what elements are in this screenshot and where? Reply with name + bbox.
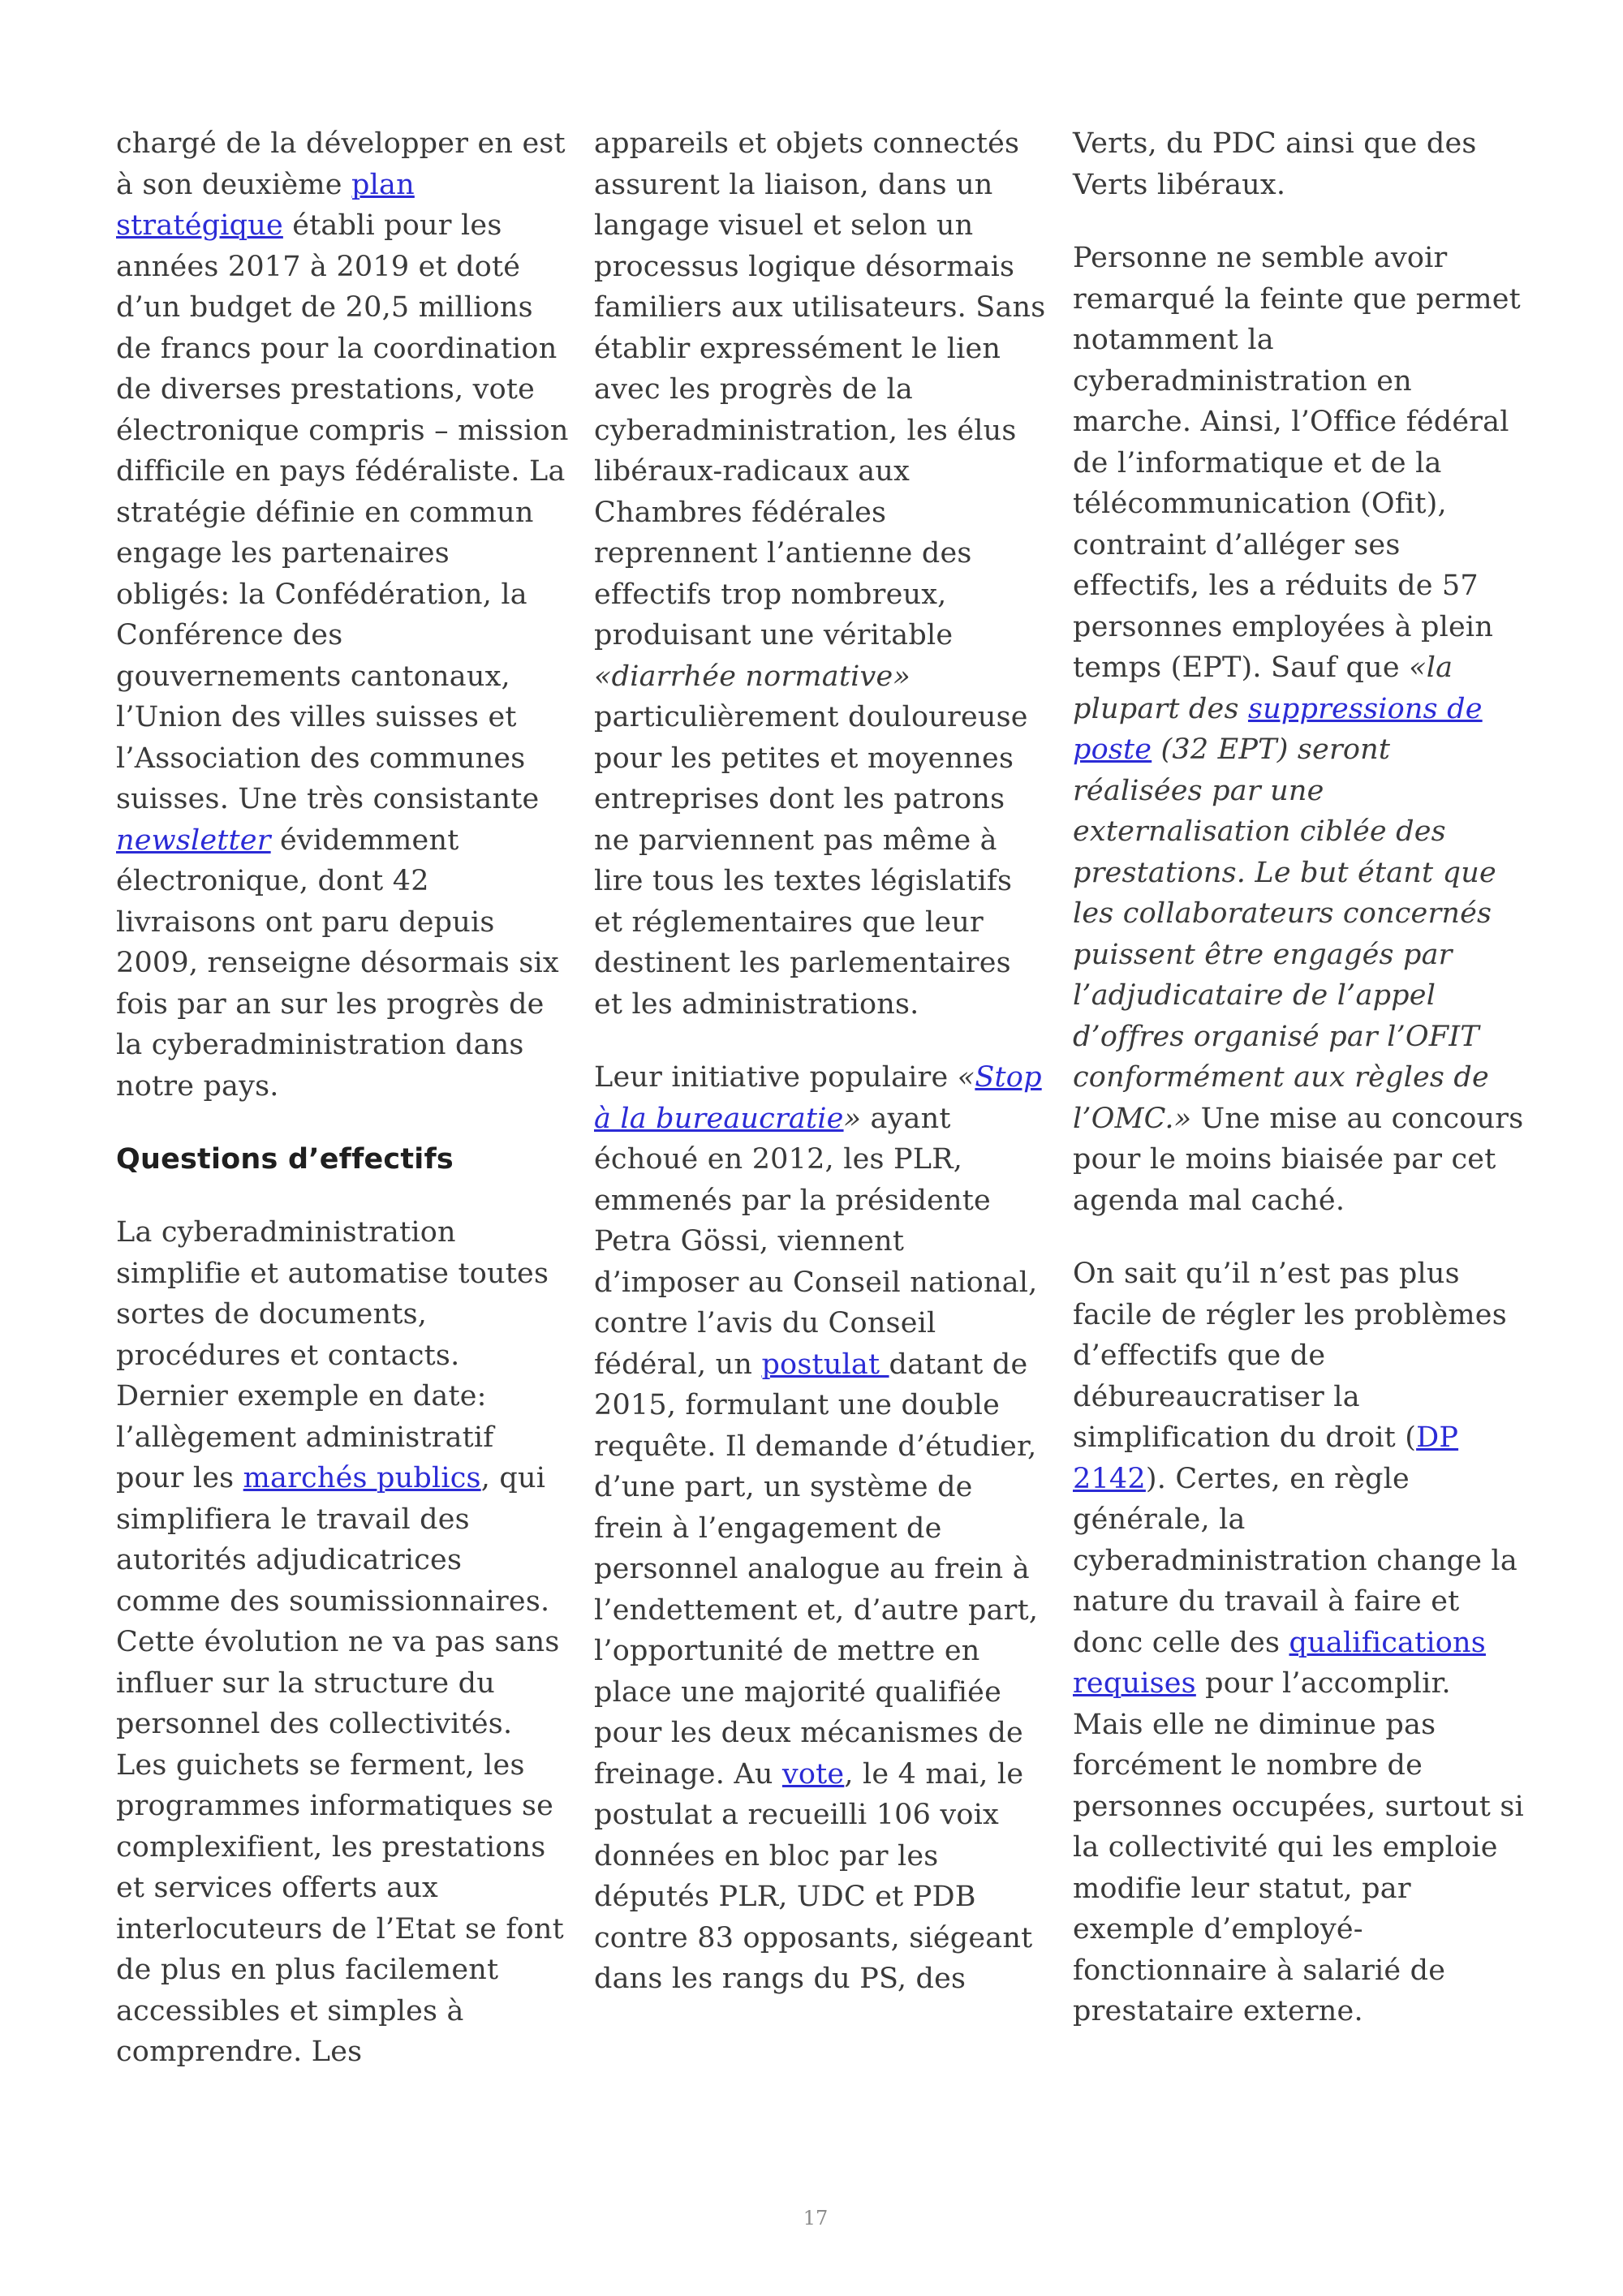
text-run: On sait qu’il n’est pas plus facile de régler les problèmes d’effectifs que de débureaucratiser la simplification du droit ( [1073, 1258, 1507, 1454]
text-run: Leur initiative populaire [594, 1061, 958, 1094]
column-2 [594, 123, 1048, 2000]
text-run: évidemment électronique, dont 42 livraisons ont paru depuis 2009, renseigne désormais six fois par an sur les progrès de la cyberadministration dans notre pays. [116, 823, 559, 1103]
text-run: pour l’accomplir. Mais elle ne diminue pas forcément le nombre de personnes occupées, surtout si la collectivité qui les emploie modifie leur statut, par exemple d’employé-fonctionnaire à salarié de prestataire externe. [1073, 1667, 1524, 2027]
paragraph [594, 123, 1048, 1025]
quote-mark: » [843, 1102, 862, 1135]
link-text: Stop à la bureaucratie [594, 1061, 1042, 1135]
text-run: , le 4 mai, le postulat a recueilli 106 voix données en bloc par les députés PLR, UDC et PDB contre 83 opposants, siégeant dans les rangs du PS, des [594, 1757, 1033, 1995]
quote-mark: « [957, 1061, 975, 1094]
link-newsletter[interactable] [116, 824, 271, 857]
quote-text: (32 EPT) seront réalisées par une externalisation ciblée des prestations. Le but étant que les collaborateurs concernés puissent être engagés par l’adjudicataire de l’appel d’offres organisé par l’OFIT conformément aux règles de l’OMC.» [1073, 733, 1496, 1135]
page-number: 17 [803, 2207, 829, 2229]
text-run: ). Certes, en règle générale, la cyberadministration change la nature du travail à faire et donc celle des [1073, 1462, 1518, 1659]
paragraph: Verts, du PDC ainsi que des Verts libéraux. [1073, 127, 1477, 201]
link-marches-publics[interactable]: marchés publics [243, 1462, 481, 1494]
text-run: datant de 2015, formulant une double requête. Il demande d’étudier, d’une part, un système de frein à l’engagement de personnel analogue au frein à l’endettement et, d’autre part, l’opportunité de mettre en place une majorité qualifiée pour les deux mécanismes de freinage. Au [594, 1348, 1039, 1791]
text-run: Une mise au concours pour le moins biaisée par cet agenda mal caché. [1073, 1102, 1524, 1217]
quote-text: «diarrhée normative» [594, 660, 911, 693]
paragraph [116, 1212, 570, 2073]
link-postulat[interactable]: postulat [761, 1348, 889, 1381]
paragraph [594, 1057, 1048, 2000]
text-run: appareils et objets connectés assurent la liaison, dans un langage visuel et selon un processus logique désormais familiers aux utilisateurs. Sans établir expressément le lien avec les progrès de la cyberadministration, les élus libéraux-radicaux aux Chambres fédérales reprennent l’antienne des effectifs trop nombreux, produisant une véritable [594, 127, 1046, 651]
paragraph [116, 123, 570, 1107]
link-qualifications-requises[interactable]: qualifications requises [1073, 1626, 1486, 1700]
column-3 [1073, 123, 1527, 2032]
link-plan-strategique[interactable]: plan stratégique [116, 168, 415, 242]
text-run: ayant échoué en 2012, les PLR, emmenés par la présidente Petra Gössi, viennent d’imposer au Conseil national, contre l’avis du Conseil fédéral, un [594, 1102, 1038, 1381]
link-vote[interactable]: vote [781, 1757, 845, 1791]
link-dp-2142[interactable]: DP 2142 [1073, 1421, 1459, 1495]
text-run: particulièrement douloureuse pour les petites et moyennes entreprises dont les patrons ne parviennent pas même à lire tous les textes législatifs et réglementaires que leur destinent les parlementaires et les administrations. [594, 701, 1028, 1021]
paragraph [1073, 238, 1527, 1221]
column-1 [116, 123, 570, 2073]
paragraph [1073, 1253, 1527, 2032]
link-text: newsletter [116, 823, 271, 857]
text-run: chargé de la développer en est à son deuxième [116, 127, 566, 201]
quote-text: «la plupart des [1073, 651, 1453, 725]
text-run: établi pour les années 2017 à 2019 et doté d’un budget de 20,5 millions de francs pour la coordination de diverses prestations, vote électronique compris – mission difficile en pays fédéraliste. La stratégie définie en commun engage les partenaires obligés: la Confédération, la Conférence des gouvernements cantonaux, l’Union des villes suisses et l’Association des communes suisses. Une très consistante [116, 209, 569, 815]
link-text: suppressions de poste [1073, 692, 1483, 766]
text-run: La cyberadministration simplifie et automatise toutes sortes de documents, procédures et contacts. Dernier exemple en date: l’allègement administratif pour les [116, 1216, 549, 1494]
text-run: Personne ne semble avoir remarqué la feinte que permet notamment la cyberadministration en marche. Ainsi, l’Office fédéral de l’informatique et de la télécommunication (Ofit), contraint d’alléger ses effectifs, les a réduits de 57 personnes employées à plein temps (EPT). Sauf que [1073, 242, 1521, 684]
text-run: , qui simplifiera le travail des autorités adjudicatrices comme des soumissionnaires. Cette évolution ne va pas sans influer sur la structure du personnel des collectivités. Les guichets se ferment, les programmes informatiques se complexifient, les prestations et services offerts aux interlocuteurs de l’Etat se font de plus en plus facilement accessibles et simples à comprendre. Les [116, 1462, 564, 2068]
section-heading: Questions d’effectifs [116, 1143, 454, 1176]
